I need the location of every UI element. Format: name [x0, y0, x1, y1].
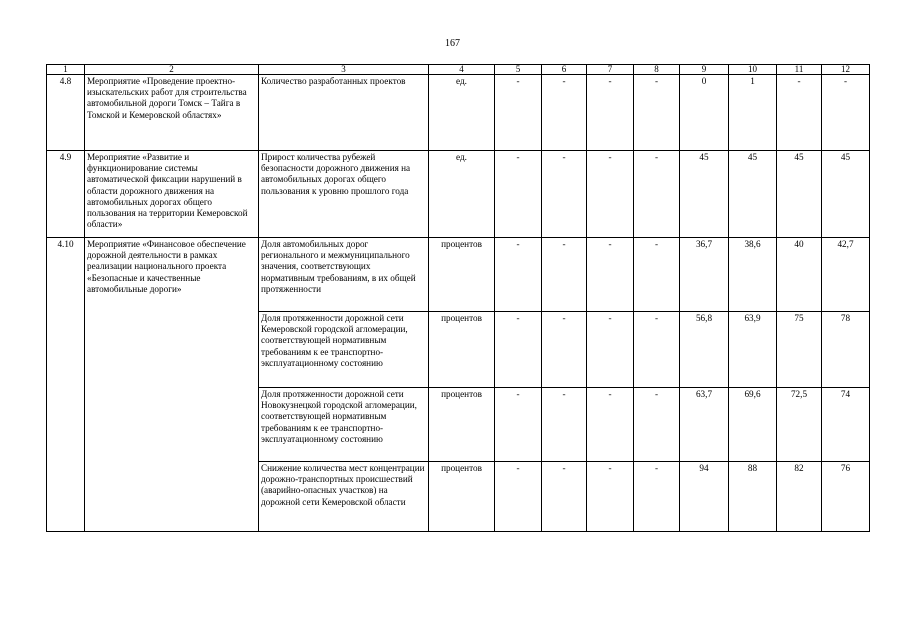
value-cell: -: [587, 238, 634, 312]
activity-cell: Мероприятие «Проведение проектно-изыскательских работ для строительства автомобильной дороги Томск – Тайга в Томской и Кемеровской областях»: [85, 75, 259, 151]
column-header: 7: [587, 65, 634, 75]
indicator-name: Количество разработанных проектов: [259, 75, 429, 151]
unit-cell: процентов: [429, 388, 495, 462]
value-cell: -: [587, 388, 634, 462]
value-cell: 63,7: [680, 388, 729, 462]
table-row: [47, 151, 870, 238]
value-cell: -: [587, 462, 634, 532]
value-cell: -: [634, 388, 680, 462]
value-cell: 74: [822, 388, 870, 462]
indicator-name: Доля автомобильных дорог регионального и межмуниципального значения, соответствующих нормативным требованиям, в их общей протяженности: [259, 238, 429, 312]
column-header: 12: [822, 65, 870, 75]
column-header: 11: [777, 65, 822, 75]
value-cell: 42,7: [822, 238, 870, 312]
value-cell: 56,8: [680, 312, 729, 388]
unit-cell: ед.: [429, 75, 495, 151]
row-number: 4.8: [47, 75, 85, 151]
value-cell: 38,6: [729, 238, 777, 312]
value-cell: 88: [729, 462, 777, 532]
table-header-row: [47, 65, 870, 75]
value-cell: 82: [777, 462, 822, 532]
value-cell: 72,5: [777, 388, 822, 462]
value-cell: -: [634, 312, 680, 388]
value-cell: 78: [822, 312, 870, 388]
value-cell: -: [634, 151, 680, 238]
indicators-table: [46, 64, 870, 532]
value-cell: 45: [680, 151, 729, 238]
value-cell: 76: [822, 462, 870, 532]
value-cell: -: [822, 75, 870, 151]
indicator-name: Доля протяженности дорожной сети Кемеровской городской агломерации, соответствующей нормативным требованиям к ее транспортно-эксплуатационному состоянию: [259, 312, 429, 388]
activity-cell: Мероприятие «Развитие и функционирование системы автоматической фиксации нарушений в области дорожного движения на автомобильных дорогах общего пользования на территории Кемеровской области»: [85, 151, 259, 238]
row-number: 4.9: [47, 151, 85, 238]
indicator-name: Прирост количества рубежей безопасности дорожного движения на автомобильных дорогах общего пользования к уровню прошлого года: [259, 151, 429, 238]
value-cell: 63,9: [729, 312, 777, 388]
unit-cell: ед.: [429, 151, 495, 238]
value-cell: -: [542, 151, 587, 238]
unit-cell: процентов: [429, 238, 495, 312]
column-header: 5: [495, 65, 542, 75]
value-cell: -: [542, 388, 587, 462]
value-cell: -: [634, 462, 680, 532]
value-cell: 40: [777, 238, 822, 312]
value-cell: 69,6: [729, 388, 777, 462]
value-cell: -: [495, 388, 542, 462]
value-cell: -: [634, 75, 680, 151]
value-cell: 45: [729, 151, 777, 238]
value-cell: -: [587, 312, 634, 388]
value-cell: -: [587, 151, 634, 238]
column-header: 9: [680, 65, 729, 75]
unit-cell: процентов: [429, 462, 495, 532]
value-cell: -: [495, 462, 542, 532]
value-cell: 75: [777, 312, 822, 388]
value-cell: -: [495, 151, 542, 238]
value-cell: -: [634, 238, 680, 312]
value-cell: 36,7: [680, 238, 729, 312]
value-cell: -: [587, 75, 634, 151]
value-cell: -: [542, 312, 587, 388]
value-cell: -: [495, 312, 542, 388]
column-header: 10: [729, 65, 777, 75]
activity-cell: Мероприятие «Финансовое обеспечение дорожной деятельности в рамках реализации национального проекта «Безопасные и качественные автомобильные дороги»: [85, 238, 259, 532]
value-cell: 94: [680, 462, 729, 532]
value-cell: 0: [680, 75, 729, 151]
indicator-name: Снижение количества мест концентрации дорожно-транспортных происшествий (аварийно-опасных участков) на дорожной сети Кемеровской области: [259, 462, 429, 532]
value-cell: -: [777, 75, 822, 151]
value-cell: -: [542, 238, 587, 312]
column-header: 2: [85, 65, 259, 75]
indicator-name: Доля протяженности дорожной сети Новокузнецкой городской агломерации, соответствующей нормативным требованиям к ее транспортно-эксплуатационному состоянию: [259, 388, 429, 462]
value-cell: -: [542, 462, 587, 532]
value-cell: -: [542, 75, 587, 151]
column-header: 8: [634, 65, 680, 75]
column-header: 1: [47, 65, 85, 75]
table-row: [47, 238, 870, 312]
value-cell: -: [495, 238, 542, 312]
unit-cell: процентов: [429, 312, 495, 388]
row-number: 4.10: [47, 238, 85, 532]
value-cell: 45: [777, 151, 822, 238]
page-number: 167: [445, 38, 460, 49]
value-cell: -: [495, 75, 542, 151]
column-header: 6: [542, 65, 587, 75]
column-header: 3: [259, 65, 429, 75]
value-cell: 1: [729, 75, 777, 151]
table-row: [47, 75, 870, 151]
column-header: 4: [429, 65, 495, 75]
value-cell: 45: [822, 151, 870, 238]
